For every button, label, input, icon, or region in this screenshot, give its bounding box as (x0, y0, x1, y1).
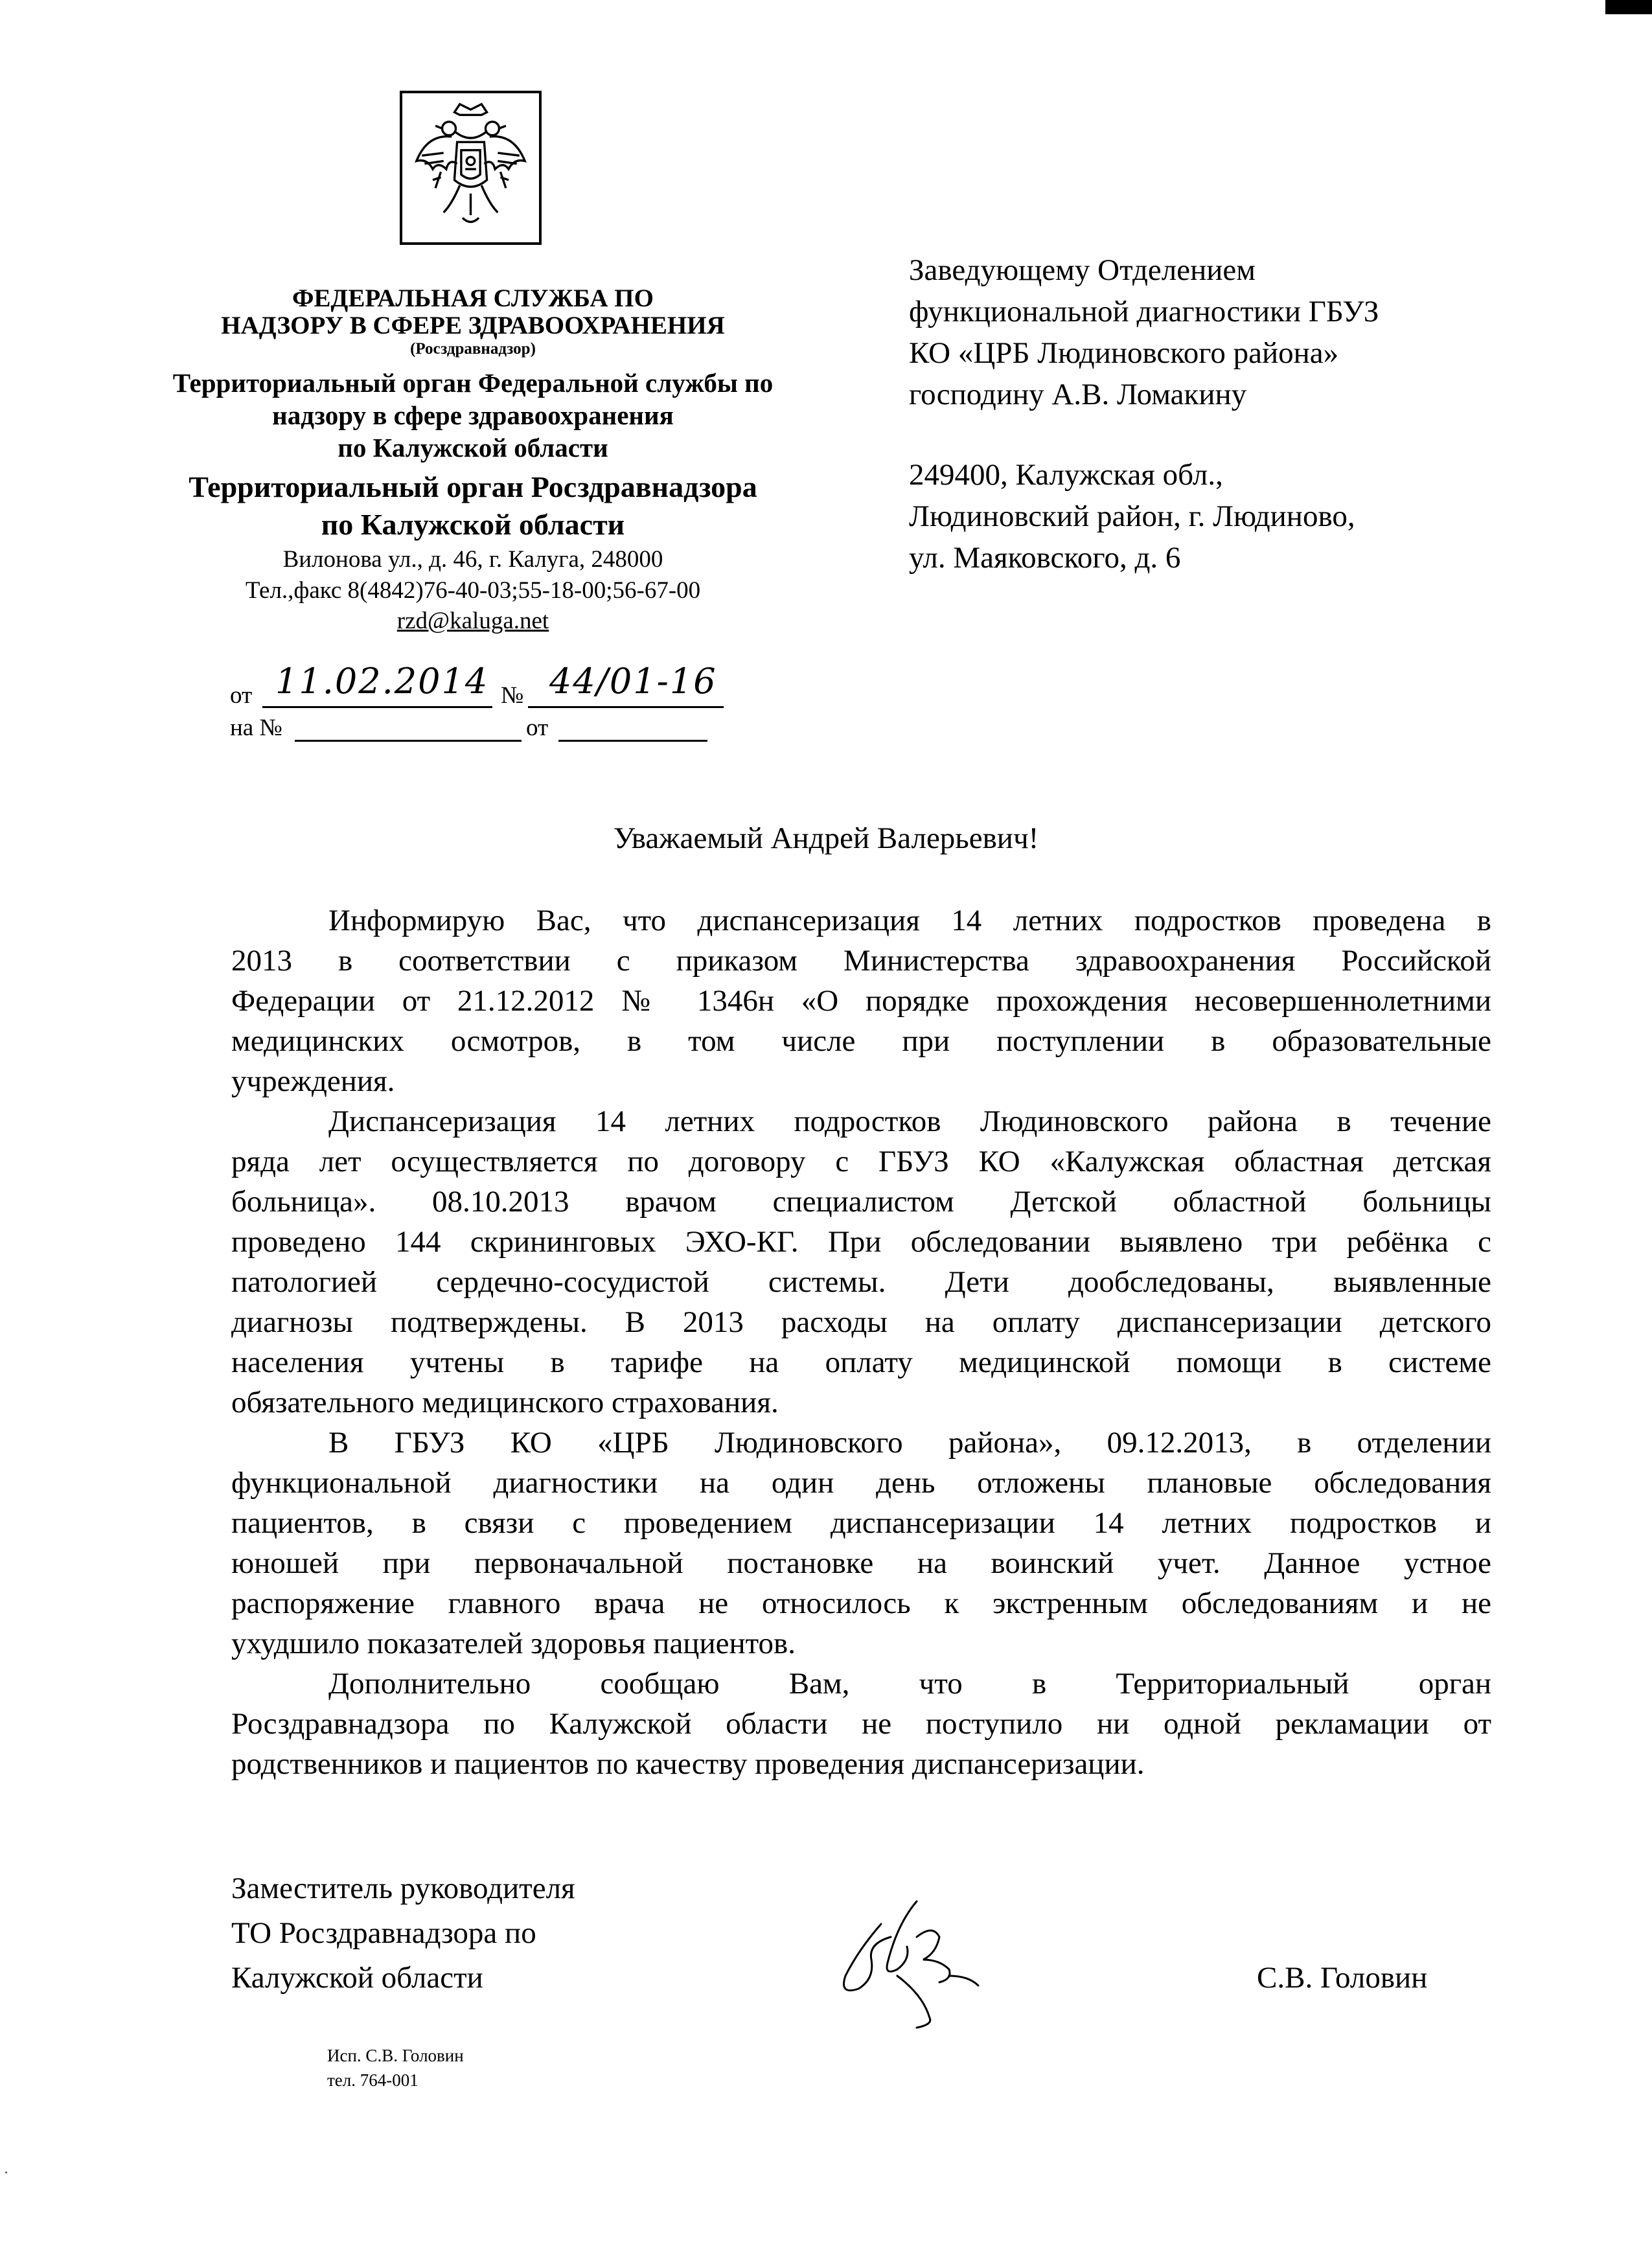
p2-line: диагнозы подтверждены. В 2013 расходы на оплату диспансеризации детского (231, 1305, 1491, 1339)
addressee-line4: господину А.В. Ломакину (909, 378, 1247, 411)
p1-line: Федерации от 21.12.2012 № 1346н «О порядке прохождения несовершеннолетними (231, 984, 1491, 1018)
p2-line: патологией сердечно-сосудистой системы. Дети дообследованы, выявленные (231, 1265, 1491, 1299)
signatory-position-line2: ТО Росздравнадзора по (231, 1916, 536, 1950)
ref-number-label: № (501, 682, 524, 709)
territorial-short-line1: Территориальный орган Росздравнадзора (189, 470, 757, 503)
p3-line: функциональной диагностики на один день отложены плановые обследования (231, 1466, 1491, 1500)
ref-reply-label: на № (230, 715, 282, 741)
executor-phone: тел. 764-001 (327, 2070, 419, 2090)
p2-line: проведено 144 скрининговых ЭХО-КГ. При обследовании выявлено три ребёнка с (231, 1225, 1491, 1259)
executor-name: Исп. С.В. Головин (327, 2046, 464, 2065)
p1-line: 2013 в соответствии с приказом Министерства здравоохранения Российской (231, 944, 1491, 978)
p1-line: Информирую Вас, что диспансеризация 14 летних подростков проведена в (328, 904, 1491, 937)
ref-date-handwritten: 11.02.2014 (275, 661, 489, 702)
p3-line: юношей при первоначальной постановке на воинский учет. Данное устное (231, 1546, 1491, 1580)
addressee-line2: функциональной диагностики ГБУЗ (909, 295, 1379, 328)
addressee-postal3: ул. Маяковского, д. 6 (909, 541, 1181, 575)
territorial-name-line3: по Калужской области (338, 433, 608, 463)
org-name-line2: НАДЗОРУ В СФЕРЕ ЗДРАВООХРАНЕНИЯ (221, 312, 725, 339)
p3-line: распоряжение главного врача не относилось к экстренным обследованиям и не (231, 1586, 1491, 1620)
p2-line: Диспансеризация 14 летних подростков Людиновского района в течение (328, 1105, 1491, 1138)
addressee-postal2: Людиновский район, г. Людиново, (909, 499, 1355, 533)
p2-line: обязательного медицинского страхования. (231, 1386, 779, 1419)
p4-line: Росздравнадзора по Калужской области не поступило ни одной рекламации от (231, 1707, 1491, 1741)
territorial-name-line2: надзору в сфере здравоохранения (272, 400, 674, 430)
letterhead-address: Вилонова ул., д. 46, г. Калуга, 248000 (282, 546, 663, 573)
signature-scribble-icon (820, 1898, 988, 2034)
p2-line: больница». 08.10.2013 врачом специалистом Детской областной больницы (231, 1185, 1491, 1219)
ref-date-underline (262, 706, 492, 708)
addressee-line3: КО «ЦРБ Людиновского района» (909, 336, 1339, 370)
addressee-postal1: 249400, Калужская обл., (909, 458, 1223, 492)
addressee-line1: Заведующему Отделением (909, 253, 1256, 287)
coat-of-arms-emblem-icon (400, 91, 542, 245)
p4-line: Дополнительно сообщаю Вам, что в Территориальный орган (328, 1667, 1491, 1701)
scan-corner-mark (1605, 0, 1652, 14)
ref-reply-underline (295, 740, 522, 742)
p1-line: учреждения. (231, 1064, 395, 1098)
ref-number-handwritten: 44/01-16 (549, 661, 717, 702)
signatory-position-line3: Калужской области (231, 1961, 483, 1995)
p1-line: медицинских осмотров, в том числе при поступлении в образовательные (231, 1024, 1491, 1058)
salutation: Уважаемый Андрей Валерьевич! (613, 821, 1039, 855)
p3-line: В ГБУЗ КО «ЦРБ Людиновского района», 09.12.2013, в отделении (328, 1426, 1491, 1460)
org-name-line1: ФЕДЕРАЛЬНАЯ СЛУЖБА ПО (292, 284, 654, 312)
ref-reply-from-label: от (526, 715, 549, 741)
scan-speck (5, 2171, 7, 2173)
p3-line: ухудшило показателей здоровья пациентов. (231, 1627, 796, 1660)
territorial-name-line1: Территориальный орган Федеральной службы по (172, 368, 774, 398)
double-headed-eagle-icon (402, 93, 539, 242)
p4-line: родственников и пациентов по качеству проведения диспансеризации. (231, 1747, 1145, 1781)
signatory-name: С.В. Головин (1257, 1961, 1428, 1995)
letterhead-phone: Тел.,факс 8(4842)76-40-03;55-18-00;56-67-00 (245, 577, 701, 604)
territorial-short-line2: по Калужской области (321, 508, 625, 541)
p3-line: пациентов, в связи с проведением диспансеризации 14 летних подростков и (231, 1506, 1491, 1540)
p2-line: ряда лет осуществляется по договору с ГБУЗ КО «Калужская областная детская (231, 1145, 1491, 1178)
handwritten-signature (820, 1898, 988, 2034)
signatory-position-line1: Заместитель руководителя (231, 1872, 575, 1905)
ref-reply-from-underline (558, 740, 707, 742)
ref-number-underline (528, 706, 724, 708)
p2-line: населения учтены в тарифе на оплату медицинской помощи в системе (231, 1346, 1491, 1379)
letterhead-email: rzd@kaluga.net (396, 608, 549, 634)
org-short-name: (Росздравнадзор) (410, 340, 536, 358)
ref-from-label: от (230, 682, 253, 709)
